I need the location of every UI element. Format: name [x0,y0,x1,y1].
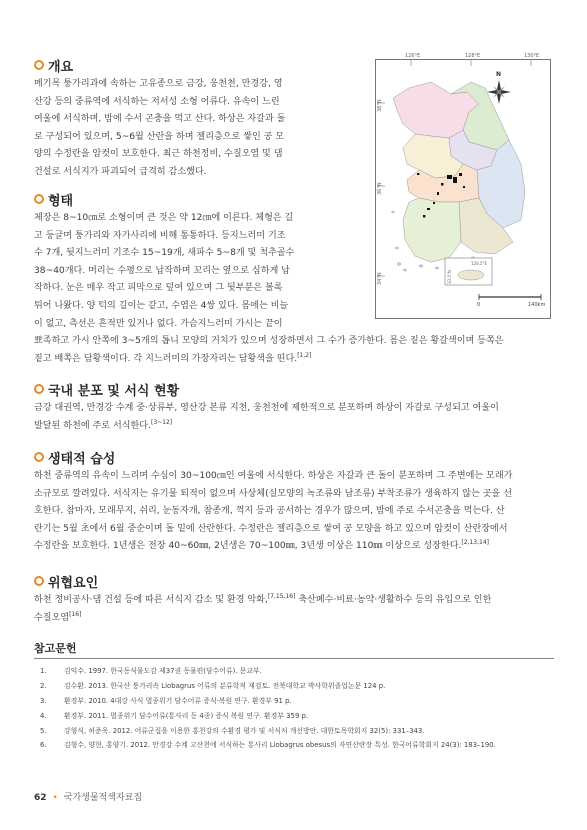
reference-num: 5. [40,726,47,735]
text-line: 짙고 배쪽은 담황색이다. 각 지느러미의 가장자리는 담황색을 띤다. [34,353,298,364]
occurrence-marker [423,215,425,217]
section-title: 국내 분포 및 서식 현황 [48,383,180,399]
text-line: 메기목 퉁가리과에 속하는 고유종으로 금강, 웅천천, 만경강, 영 [34,79,283,89]
ecology-text [34,468,554,556]
section-heading [34,380,554,398]
occurrence-marker [453,177,457,183]
overview-text [34,76,364,182]
text-line: 란기는 5월 초에서 6월 중순이며 돌 밑에 산란한다. 수정란은 젤리층으로 쌓여 공 모양을 하고 있으며 암컷이 산란장에서 [34,523,508,534]
reference-text: 김익수. 1997. 한국동식물도감 제37권 동물편(담수어류). 문교부. [64,667,262,675]
text-line: 고 둥글며 퉁가리와 자가사리에 비해 통통하다. 등지느러미 기조 [34,230,286,241]
scale-zero: 0 [477,302,481,308]
section-ecology [34,448,554,556]
reference-text: 김수환. 2013. 한국산 퉁가리속 Liobagrus 어류의 분류학적 재검토. 전북대학교 박사학위졸업논문 124 p. [64,681,386,690]
section-overview [34,56,364,182]
occurrence-marker [447,175,452,179]
references-list [34,664,554,753]
bullet-circle-icon [34,384,44,394]
text-line: 이 없고, 측선은 흔적만 있거나 없다. 가슴지느러미 가시는 끝이 [34,318,283,329]
citation: [2,13,14] [461,539,490,547]
section-heading [34,572,554,590]
section-heading [34,448,554,466]
form-text-full [34,333,554,368]
occurrence-marker [441,183,444,186]
occurrence-marker [433,202,435,204]
page-footer [34,790,142,803]
text-line: 38~40개다. 머리는 수평으로 납작하며 꼬리는 옆으로 심하게 납 [34,265,290,276]
lon-label: 126°E [405,53,421,59]
lon-label: 130°E [524,53,540,59]
text-line: 호한다. 참마자, 모래무지, 쉬리, 눈동자개, 참종개, 꺽지 등과 공서하는 경우가 많으며, 밤에 주로 수서곤충을 먹는다. 산 [34,506,505,517]
occurrence-marker [437,192,439,195]
section-title: 개요 [48,59,74,75]
lat-label: 36°N [377,182,383,195]
jeju-island [458,270,484,280]
threats-text [34,592,554,627]
text-line: 튀어 나왔다. 양 턱의 길이는 같고, 수염은 4쌍 있다. 몸에는 비늘 [34,300,289,311]
text-line: 수정란을 보호한다. 1년생은 전장 40~60㎜, 2년생은 70~100㎜, 3년생 이상은 110㎜ 이상으로 성장한다. [34,541,462,552]
references-divider [34,658,554,659]
form-text [34,210,364,333]
citation: [3~12] [150,418,173,426]
bullet-circle-icon [34,452,44,462]
text-line: 금강 대권역, 만경강 수계 중·상류부, 영산강 본류 지천, 웅천천에 제한적으로 분포하며 하상이 자갈로 구성되고 여울이 [34,403,499,413]
section-distribution [34,380,554,435]
scale-max: 140km [528,302,546,308]
lat-label: 34°N [377,272,383,285]
text-line: 작하다. 눈은 매우 작고 피막으로 덮여 있으며 그 뒷부분은 볼록 [34,283,283,294]
reference-item [34,679,554,694]
text-line: 여울에 서식하며, 밤에 수서 곤충을 먹고 산다. 하상은 자갈과 돌 [34,114,286,125]
occurrence-marker [417,173,419,175]
reference-item [34,709,554,724]
text-line: 수 7개, 뒷지느러미 기조수 15~19개, 새파수 5~8개 및 척추골수 [34,248,295,259]
distribution-map [375,52,551,320]
korea-map-svg [375,52,551,320]
text-line: 건설로 서식지가 파괴되어 급격히 감소했다. [34,166,207,177]
reference-item [34,738,554,753]
text-line: 소규모로 깔려있다. 서식지는 유기물 퇴적이 없으며 사상체(실모양의 녹조류와 남조류) 부착조류가 생육하지 않는 곳을 선 [34,488,513,499]
occurrence-marker [459,173,462,176]
text-line: 수질오염 [34,612,70,623]
reference-text: 강형식, 허준욱. 2012. 어류군집을 이용한 홍천강의 수환경 평가 및 서식처 개선방안. 대한토목학회지 32(5): 331–343. [64,726,425,735]
reference-num: 2. [40,681,47,690]
section-threats [34,572,554,627]
reference-num: 6. [40,741,47,750]
distribution-text [34,400,554,435]
north-label: N [496,71,502,78]
section-title: 생태적 습성 [48,451,116,467]
reference-item [34,724,554,739]
lon-label: 128°E [465,53,481,59]
lat-label: 38°N [377,99,383,112]
text-line: 양의 수정란을 암컷이 보호한다. 최근 하천정비, 수질오염 및 댐 [34,149,283,160]
reference-item [34,694,554,709]
section-title: 형태 [48,193,74,209]
reference-item [34,664,554,679]
citation: [1,2] [297,351,312,359]
inset-lat-label: 33.5°N [447,270,452,284]
section-title: 위협요인 [48,575,99,591]
citation: [7,15,16] [267,592,296,600]
reference-num: 4. [40,711,47,720]
text-line: 발달된 하천에 주로 서식한다. [34,420,151,431]
text-line: 로 구성되어 있으며, 5~6월 산란을 하며 젤리층으로 쌓인 공 모 [34,131,285,142]
text-line: 하천 중류역의 유속이 느리며 수심이 30~100㎝인 여울에 서식한다. 하상은 자갈과 큰 돌이 분포하며 그 주변에는 모래가 [34,471,513,481]
page-number: 62 [34,793,47,803]
reference-num: 3. [40,696,47,705]
bullet-circle-icon [34,194,44,204]
occurrence-marker [463,186,465,188]
reference-text: 환경부. 2010. 4대강 사식 멸종위기 담수어류 증식·복원 연구. 환경부 91 p. [64,696,292,705]
citation: [16] [69,610,82,618]
occurrence-marker [427,208,430,210]
footer-dot-icon: • [52,793,58,803]
bullet-circle-icon [34,576,44,586]
text-line: 산강 등의 중류역에 서식하는 저서성 소형 어류다. 유속이 느린 [34,96,280,107]
inset-lon-label: 126.5°E [471,261,487,266]
text-line: 뾰족하고 가시 안쪽에 3~5개의 톱니 모양의 거치가 있으며 성장하면서 그 수가 증가한다. 몸은 짙은 황갈색이며 등쪽은 [34,336,504,347]
text-line: 체장은 8~10㎝로 소형이며 큰 것은 약 12㎝에 이른다. 체형은 길 [34,213,294,223]
text-line: 하천 정비공사·댐 건설 등에 따른 서식지 감소 및 환경 악화, [34,595,268,605]
reference-text: 환경부. 2011. 멸종위기 담수어류(통사리 등 4종) 증식 복원 연구. 환경부 359 p. [64,711,309,720]
bullet-circle-icon [34,60,44,70]
book-title: 국가생물적색자료집 [63,793,143,803]
references-title: 참고문헌 [34,642,77,655]
reference-num: 1. [40,667,47,675]
reference-text: 김형수, 양현, 홍양기. 2012. 만경강 수계 고산천에 서식하는 통사리 Liobagrus obesus의 자연산란장 특성. 한국어류학회지 24(3): 183–190. [64,741,496,750]
text-line: 축산폐수·비료·농약·생활하수 등의 유입으로 인한 [295,595,492,605]
section-heading [34,56,364,74]
